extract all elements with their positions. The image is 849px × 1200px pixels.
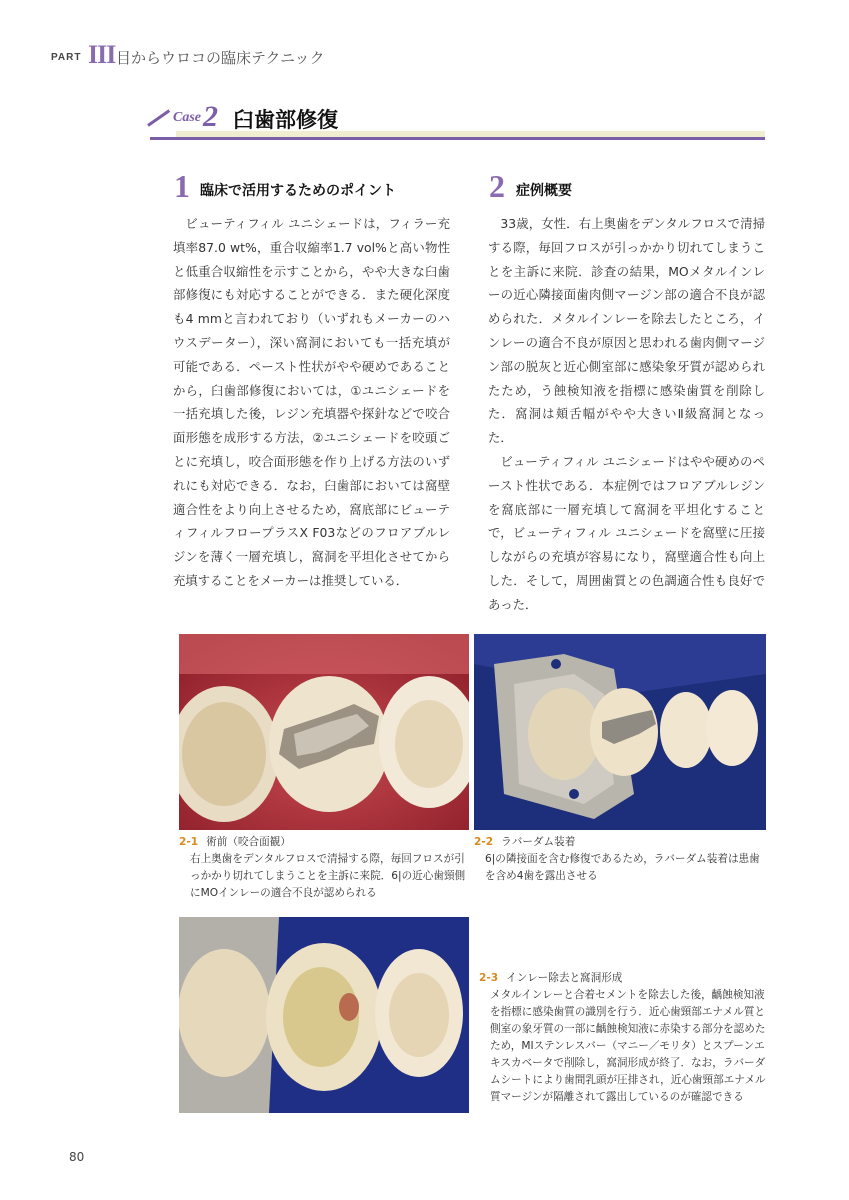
caption-title: 術前（咬合面観） — [206, 836, 291, 848]
caption-body: 6|の隣接面を含む修復であるため，ラバーダム装着は患歯を含め4歯を露出させる — [485, 853, 760, 882]
caption-id: 2-3 — [479, 972, 499, 984]
section2-number: 2 — [489, 168, 505, 204]
part-number: III — [88, 40, 116, 69]
section1-title: 臨床で活用するためのポイント — [200, 183, 396, 199]
caption-2-2 — [474, 834, 766, 885]
case-label: Case — [173, 110, 201, 125]
caption-id: 2-2 — [474, 836, 494, 848]
section2-paragraph: 33歳，女性．右上奥歯をデンタルフロスで清掃する際，毎回フロスが引っかかり切れてしまうことを主訴に来院．診査の結果，MOメタルインレーの近心隣接面歯肉側マージン部の適合不良が認められた．メタルインレーを除去したところ，インレーの適合不良が原因と思われる歯肉側マージン部の脱灰と近心側室部に感染象牙質が認められたため，う蝕検知液を指標に感染歯質を削除した．窩洞は頬舌幅がやや大きいⅡ級窩洞となった． — [488, 216, 765, 446]
caption-2-1 — [179, 834, 469, 902]
caption-id: 2-1 — [179, 836, 199, 848]
photo-inlay-removal-cavity-prep — [179, 917, 469, 1113]
case-heading-slash — [147, 109, 170, 126]
case-title: 臼歯部修復 — [233, 108, 338, 132]
section1-paragraph: ビューティフィル ユニシェードは，フィラー充填率87.0 wt%，重合収縮率1.7 vol%と高い物性と低重合収縮性を示すことから，やや大きな臼歯部修復にも対応することができる．また硬化深度も4 mmと言われており（いずれもメーカーのハウスデーター），深い窩洞においても一括充填が可能である．ペースト性状がやや硬めであることから，臼歯部修復においては，①ユニシェードを一括充填した後，レジン充填器や探針などで咬合面形態を成形する方法，②ユニシェードを咬頭ごとに充填し，咬合面形態を作り上げる方法のいずれにも対応できる．なお，臼歯部においては窩壁適合性をより向上させるため，窩底部にビューティフィルフロープラスX F03などのフロアブルレジンを薄く一層充填し，窩洞を平坦化させてから充填することをメーカーは推奨している． — [173, 216, 450, 588]
photo-rubber-dam — [474, 634, 766, 830]
case-number: 2 — [203, 100, 218, 133]
section2-title: 症例概要 — [516, 183, 572, 199]
case-heading-rule — [150, 137, 765, 140]
caption-body: 右上奥歯をデンタルフロスで清掃する際，毎回フロスが引っかかり切れてしまうことを主訴に来院．6|の近心歯頸側にMOインレーの適合不良が認められる — [190, 853, 466, 899]
caption-title: インレー除去と窩洞形成 — [506, 972, 623, 984]
part-label: PART — [51, 52, 82, 63]
section1-body — [173, 212, 450, 593]
section2-body — [488, 212, 765, 617]
page-number: 80 — [69, 1150, 85, 1164]
section2-paragraph: ビューティフィル ユニシェードはやや硬めのペースト性状である．本症例ではフロアブルレジンを窩底部に一層充填して窩洞を平坦化することで，ビューティフィル ユニシェードを窩壁に圧接しながらの充填が容易になり，窩壁適合性も向上した．そして，周囲歯質との色調適合性も良好であった． — [488, 453, 765, 612]
photo-preoperative-occlusal — [179, 634, 469, 830]
caption-title: ラバーダム装着 — [501, 836, 576, 848]
part-title: 目からウロコの臨床テクニック — [116, 49, 325, 67]
caption-body: メタルインレーと合着セメントを除去した後，齲蝕検知液を指標に感染歯質の識別を行う．近心歯頸部エナメル質と側室の象牙質の一部に齲蝕検知液に赤染する部分を認めたため，MIステンレスバー（マニー／モリタ）とスプーンエキスカベータで削除し，窩洞形成が終了．なお，ラバーダムシートにより歯間乳頭が圧排され，近心歯頸部エナメル質マージンが隔離されて露出しているのが確認できる — [490, 989, 766, 1103]
section1-number: 1 — [174, 168, 190, 204]
caption-2-3 — [479, 970, 766, 1106]
